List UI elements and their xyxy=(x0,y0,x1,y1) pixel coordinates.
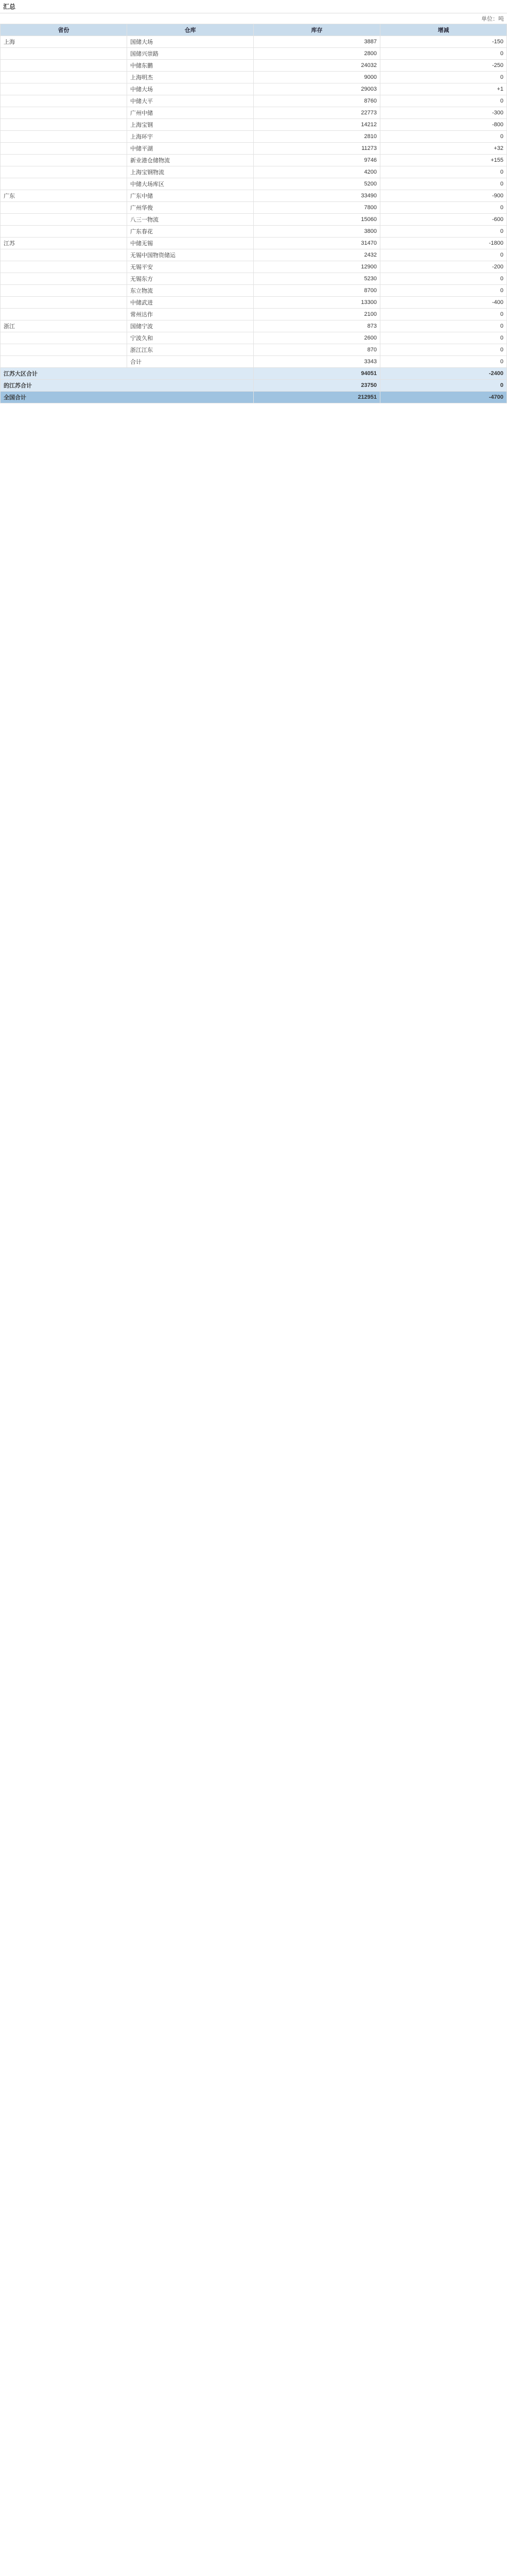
warehouse-cell: 无锡东方 xyxy=(127,273,254,285)
province-cell xyxy=(1,131,127,143)
province-cell xyxy=(1,119,127,131)
table-row xyxy=(1,36,507,48)
table-row xyxy=(1,344,507,356)
change-cell: 0 xyxy=(380,131,507,143)
warehouse-cell: 无锡平安 xyxy=(127,261,254,273)
province-cell xyxy=(1,107,127,119)
total-label: 的江苏合计 xyxy=(1,380,254,392)
stock-cell: 24032 xyxy=(254,60,380,72)
province-cell xyxy=(1,285,127,297)
total-change: -2400 xyxy=(380,368,507,380)
stock-cell: 2600 xyxy=(254,332,380,344)
change-cell: 0 xyxy=(380,95,507,107)
table-row xyxy=(1,131,507,143)
table-row xyxy=(1,309,507,320)
province-cell xyxy=(1,155,127,166)
stock-cell: 12900 xyxy=(254,261,380,273)
table-row xyxy=(1,273,507,285)
change-cell: 0 xyxy=(380,48,507,60)
warehouse-cell: 中储平湖 xyxy=(127,143,254,155)
province-cell xyxy=(1,226,127,238)
column-header: 库存 xyxy=(254,24,380,36)
stock-cell: 5200 xyxy=(254,178,380,190)
province-cell xyxy=(1,95,127,107)
change-cell: 0 xyxy=(380,249,507,261)
province-cell xyxy=(1,60,127,72)
table-row xyxy=(1,226,507,238)
total-row xyxy=(1,380,507,392)
stock-cell: 11273 xyxy=(254,143,380,155)
warehouse-cell: 国储大场 xyxy=(127,36,254,48)
province-cell xyxy=(1,309,127,320)
table-row xyxy=(1,297,507,309)
change-cell: -200 xyxy=(380,261,507,273)
stock-cell: 31470 xyxy=(254,238,380,249)
table-row xyxy=(1,60,507,72)
warehouse-cell: 合计 xyxy=(127,356,254,368)
change-cell: 0 xyxy=(380,202,507,214)
warehouse-cell: 上海宝钢物流 xyxy=(127,166,254,178)
stock-cell: 2800 xyxy=(254,48,380,60)
change-cell: -400 xyxy=(380,297,507,309)
change-cell: -300 xyxy=(380,107,507,119)
stock-cell: 4200 xyxy=(254,166,380,178)
table-row xyxy=(1,332,507,344)
warehouse-cell: 中储大场库区 xyxy=(127,178,254,190)
table-row xyxy=(1,155,507,166)
table-row xyxy=(1,202,507,214)
province-cell xyxy=(1,344,127,356)
change-cell: 0 xyxy=(380,320,507,332)
total-stock: 23750 xyxy=(254,380,380,392)
column-header: 仓库 xyxy=(127,24,254,36)
change-cell: 0 xyxy=(380,72,507,83)
table-row xyxy=(1,166,507,178)
change-cell: 0 xyxy=(380,285,507,297)
column-header: 省份 xyxy=(1,24,127,36)
stock-cell: 14212 xyxy=(254,119,380,131)
warehouse-cell: 上海环宇 xyxy=(127,131,254,143)
total-row xyxy=(1,392,507,403)
province-cell xyxy=(1,261,127,273)
province-cell xyxy=(1,48,127,60)
report-root xyxy=(0,0,507,403)
change-cell: +1 xyxy=(380,83,507,95)
province-cell xyxy=(1,143,127,155)
province-cell: 江苏 xyxy=(1,238,127,249)
section-title: 汇总 xyxy=(0,0,507,13)
stock-cell: 2100 xyxy=(254,309,380,320)
warehouse-cell: 广州中储 xyxy=(127,107,254,119)
stock-cell: 9746 xyxy=(254,155,380,166)
total-label: 江苏大区合计 xyxy=(1,368,254,380)
change-cell: -900 xyxy=(380,190,507,202)
province-cell: 广东 xyxy=(1,190,127,202)
unit-label: 单位：吨 xyxy=(481,16,504,22)
warehouse-cell: 广东春花 xyxy=(127,226,254,238)
stock-cell: 3800 xyxy=(254,226,380,238)
stock-cell: 8760 xyxy=(254,95,380,107)
table-row xyxy=(1,48,507,60)
warehouse-cell: 广州华俊 xyxy=(127,202,254,214)
table-row xyxy=(1,119,507,131)
stock-cell: 13300 xyxy=(254,297,380,309)
warehouse-cell: 新业港仓储物流 xyxy=(127,155,254,166)
warehouse-cell: 中储无锡 xyxy=(127,238,254,249)
province-cell xyxy=(1,273,127,285)
stock-cell: 873 xyxy=(254,320,380,332)
column-header: 增减 xyxy=(380,24,507,36)
stock-cell: 15060 xyxy=(254,214,380,226)
stock-cell: 3887 xyxy=(254,36,380,48)
table-row xyxy=(1,285,507,297)
change-cell: 0 xyxy=(380,166,507,178)
report-section xyxy=(0,0,507,403)
table-row xyxy=(1,95,507,107)
stock-cell: 3343 xyxy=(254,356,380,368)
table-row xyxy=(1,261,507,273)
change-cell: +155 xyxy=(380,155,507,166)
total-stock: 94051 xyxy=(254,368,380,380)
change-cell: +32 xyxy=(380,143,507,155)
total-row xyxy=(1,368,507,380)
warehouse-cell: 无锡中国物资储运 xyxy=(127,249,254,261)
warehouse-cell: 国储兴崇路 xyxy=(127,48,254,60)
province-cell xyxy=(1,332,127,344)
province-cell xyxy=(1,297,127,309)
province-cell xyxy=(1,83,127,95)
warehouse-cell: 东立物流 xyxy=(127,285,254,297)
stock-cell: 33490 xyxy=(254,190,380,202)
stock-cell: 7800 xyxy=(254,202,380,214)
change-cell: -1800 xyxy=(380,238,507,249)
change-cell: 0 xyxy=(380,178,507,190)
stock-cell: 9000 xyxy=(254,72,380,83)
table-row xyxy=(1,214,507,226)
total-label: 全国合计 xyxy=(1,392,254,403)
change-cell: -800 xyxy=(380,119,507,131)
province-cell: 上海 xyxy=(1,36,127,48)
table-row xyxy=(1,107,507,119)
total-change: 0 xyxy=(380,380,507,392)
warehouse-cell: 广东中储 xyxy=(127,190,254,202)
change-cell: -150 xyxy=(380,36,507,48)
table-row xyxy=(1,72,507,83)
warehouse-cell: 中储大场 xyxy=(127,83,254,95)
province-cell xyxy=(1,202,127,214)
change-cell: 0 xyxy=(380,356,507,368)
change-cell: -600 xyxy=(380,214,507,226)
change-cell: 0 xyxy=(380,332,507,344)
stock-cell: 29003 xyxy=(254,83,380,95)
table-row xyxy=(1,83,507,95)
warehouse-cell: 中储大平 xyxy=(127,95,254,107)
total-change: -4700 xyxy=(380,392,507,403)
table-row xyxy=(1,178,507,190)
stock-cell: 22773 xyxy=(254,107,380,119)
stock-cell: 5230 xyxy=(254,273,380,285)
change-cell: 0 xyxy=(380,226,507,238)
warehouse-cell: 上海明杰 xyxy=(127,72,254,83)
warehouse-cell: 上海宝钢 xyxy=(127,119,254,131)
total-stock: 212951 xyxy=(254,392,380,403)
stock-cell: 870 xyxy=(254,344,380,356)
table-body xyxy=(1,36,507,403)
table-row xyxy=(1,143,507,155)
change-cell: 0 xyxy=(380,344,507,356)
province-cell xyxy=(1,166,127,178)
warehouse-cell: 中储武进 xyxy=(127,297,254,309)
table-row xyxy=(1,238,507,249)
warehouse-cell: 中储东鹏 xyxy=(127,60,254,72)
data-table xyxy=(0,24,507,403)
warehouse-cell: 八三一物流 xyxy=(127,214,254,226)
province-cell: 浙江 xyxy=(1,320,127,332)
table-row xyxy=(1,190,507,202)
table-head xyxy=(1,24,507,36)
table-row xyxy=(1,320,507,332)
change-cell: 0 xyxy=(380,273,507,285)
province-cell xyxy=(1,72,127,83)
warehouse-cell: 常州达作 xyxy=(127,309,254,320)
province-cell xyxy=(1,249,127,261)
stock-cell: 8700 xyxy=(254,285,380,297)
stock-cell: 2432 xyxy=(254,249,380,261)
warehouse-cell: 国储宁波 xyxy=(127,320,254,332)
table-row xyxy=(1,249,507,261)
warehouse-cell: 浙江江东 xyxy=(127,344,254,356)
stock-cell: 2810 xyxy=(254,131,380,143)
change-cell: -250 xyxy=(380,60,507,72)
header-row xyxy=(1,24,507,36)
province-cell xyxy=(1,178,127,190)
province-cell xyxy=(1,356,127,368)
province-cell xyxy=(1,214,127,226)
change-cell: 0 xyxy=(380,309,507,320)
warehouse-cell: 宁波久和 xyxy=(127,332,254,344)
table-row xyxy=(1,356,507,368)
